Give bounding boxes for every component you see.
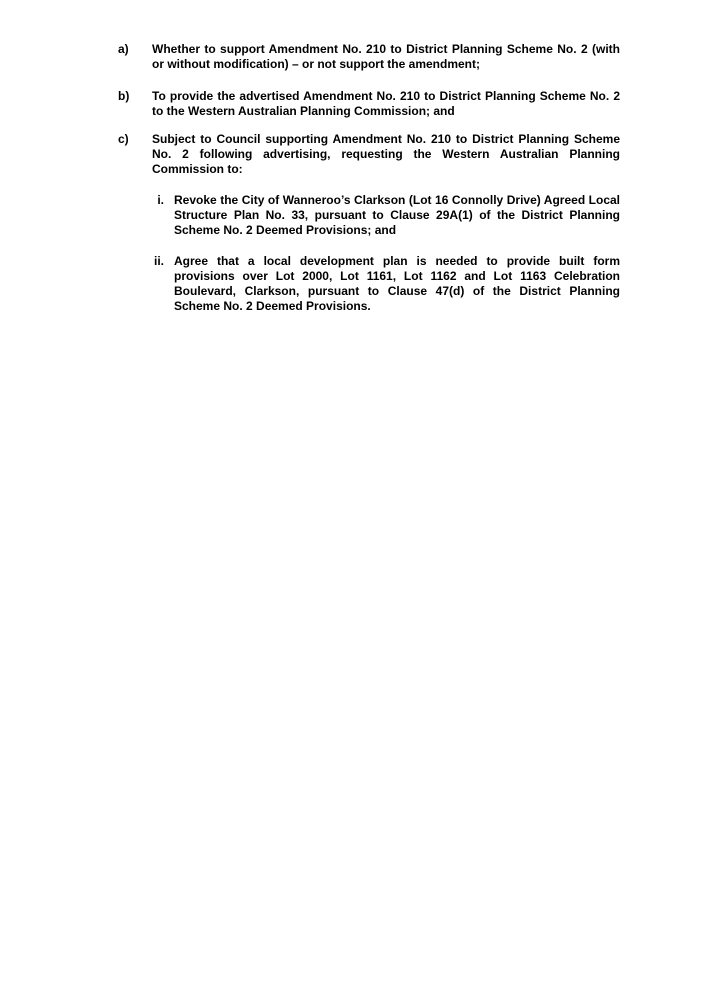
list-item-text: Subject to Council supporting Amendment No. 210 to District Planning Scheme No. 2 following advertising, requesting the Western Australian Planning Commission to: (152, 132, 620, 176)
list-marker: b) (118, 89, 130, 103)
list-item-b (118, 89, 620, 119)
sub-list-item-text: Revoke the City of Wanneroo’s Clarkson (Lot 16 Connolly Drive) Agreed Local Structure Plan No. 33, pursuant to Clause 29A(1) of the District Planning Scheme No. 2 Deemed Provisions; and (174, 193, 620, 237)
list-item-text: Whether to support Amendment No. 210 to District Planning Scheme No. 2 (with or without modification) – or not support the amendment; (152, 42, 620, 71)
sub-list-item-text: Agree that a local development plan is needed to provide built form provisions over Lot 2000, Lot 1161, Lot 1162 and Lot 1163 Celebration Boulevard, Clarkson, pursuant to Clause 47(d) of the District Planning Scheme No. 2 Deemed Provisions. (174, 254, 620, 313)
list-item-c (118, 132, 620, 177)
list-marker: a) (118, 42, 129, 56)
list-item-text: To provide the advertised Amendment No. 210 to District Planning Scheme No. 2 to the Western Australian Planning Commission; and (152, 89, 620, 118)
sub-list-item-i (142, 193, 620, 238)
list-item-a (118, 42, 620, 72)
sub-list-item-ii (142, 254, 620, 314)
sub-list-marker: i. (157, 193, 164, 207)
list-marker: c) (118, 132, 129, 146)
sub-list-marker: ii. (153, 254, 164, 268)
